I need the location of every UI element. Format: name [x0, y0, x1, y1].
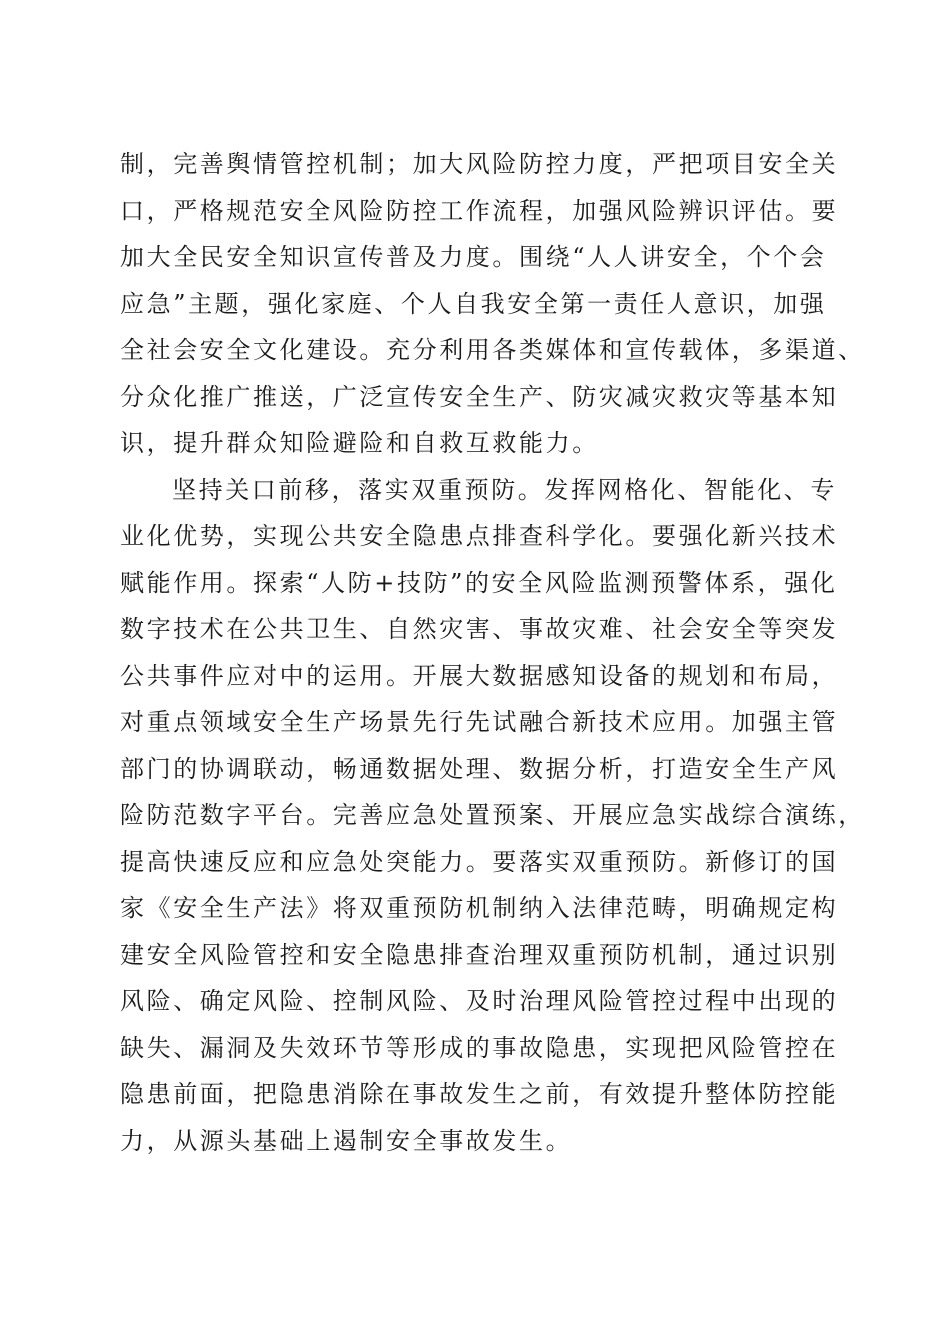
text-line: 险防范数字平台。完善应急处置预案、开展应急实战综合演练， [120, 801, 865, 829]
text-line: 业化优势，实现公共安全隐患点排查科学化。要强化新兴技术 [120, 522, 839, 550]
text-line: 赋能作用。探索“人防+技防”的安全风险监测预警体系，强化 [120, 568, 838, 597]
paragraph-1 [120, 141, 865, 467]
text-line: 提高快速反应和应急处突能力。要落实双重预防。新修订的国 [120, 847, 839, 876]
text-line: 全社会安全文化建设。充分利用各类媒体和宣传载体，多渠道、 [120, 336, 865, 364]
text-line: 部门的协调联动，畅通数据处理、数据分析，打造安全生产风 [120, 754, 839, 783]
text-line: 家《安全生产法》将双重预防机制纳入法律范畴，明确规定构 [120, 894, 839, 922]
text-line: 隐患前面，把隐患消除在事故发生之前，有效提升整体防控能 [120, 1080, 839, 1108]
text-line: 加大全民安全知识宣传普及力度。围绕“人人讲安全，个个会 [120, 243, 827, 271]
text-line: 公共事件应对中的运用。开展大数据感知设备的规划和布局， [120, 661, 839, 690]
paragraph-2 [120, 467, 865, 1165]
text-line: 对重点领域安全生产场景先行先试融合新技术应用。加强主管 [120, 708, 839, 736]
text-line: 坚持关口前移，落实双重预防。发挥网格化、智能化、专 [172, 475, 837, 504]
text-line: 分众化推广推送，广泛宣传安全生产、防灾减灾救灾等基本知 [120, 382, 839, 411]
text-line: 制，完善舆情管控机制；加大风险防控力度，严把项目安全关 [120, 150, 839, 178]
text-line: 力，从源头基础上遏制安全事故发生。 [120, 1126, 573, 1155]
body-text [120, 141, 865, 1164]
text-line: 风险、确定风险、控制风险、及时治理风险管控过程中出现的 [120, 987, 839, 1015]
text-line: 建安全风险管控和安全隐患排查治理双重预防机制，通过识别 [120, 940, 839, 969]
text-line: 缺失、漏洞及失效环节等形成的事故隐患，实现把风险管控在 [120, 1033, 839, 1062]
text-line: 识，提升群众知险避险和自救互救能力。 [120, 429, 599, 457]
text-line: 数字技术在公共卫生、自然灾害、事故灾难、社会安全等突发 [120, 615, 839, 643]
text-line: 口，严格规范安全风险防控工作流程，加强风险辨识评估。要 [120, 196, 839, 225]
text-line: 应急”主题，强化家庭、个人自我安全第一责任人意识，加强 [120, 289, 827, 318]
